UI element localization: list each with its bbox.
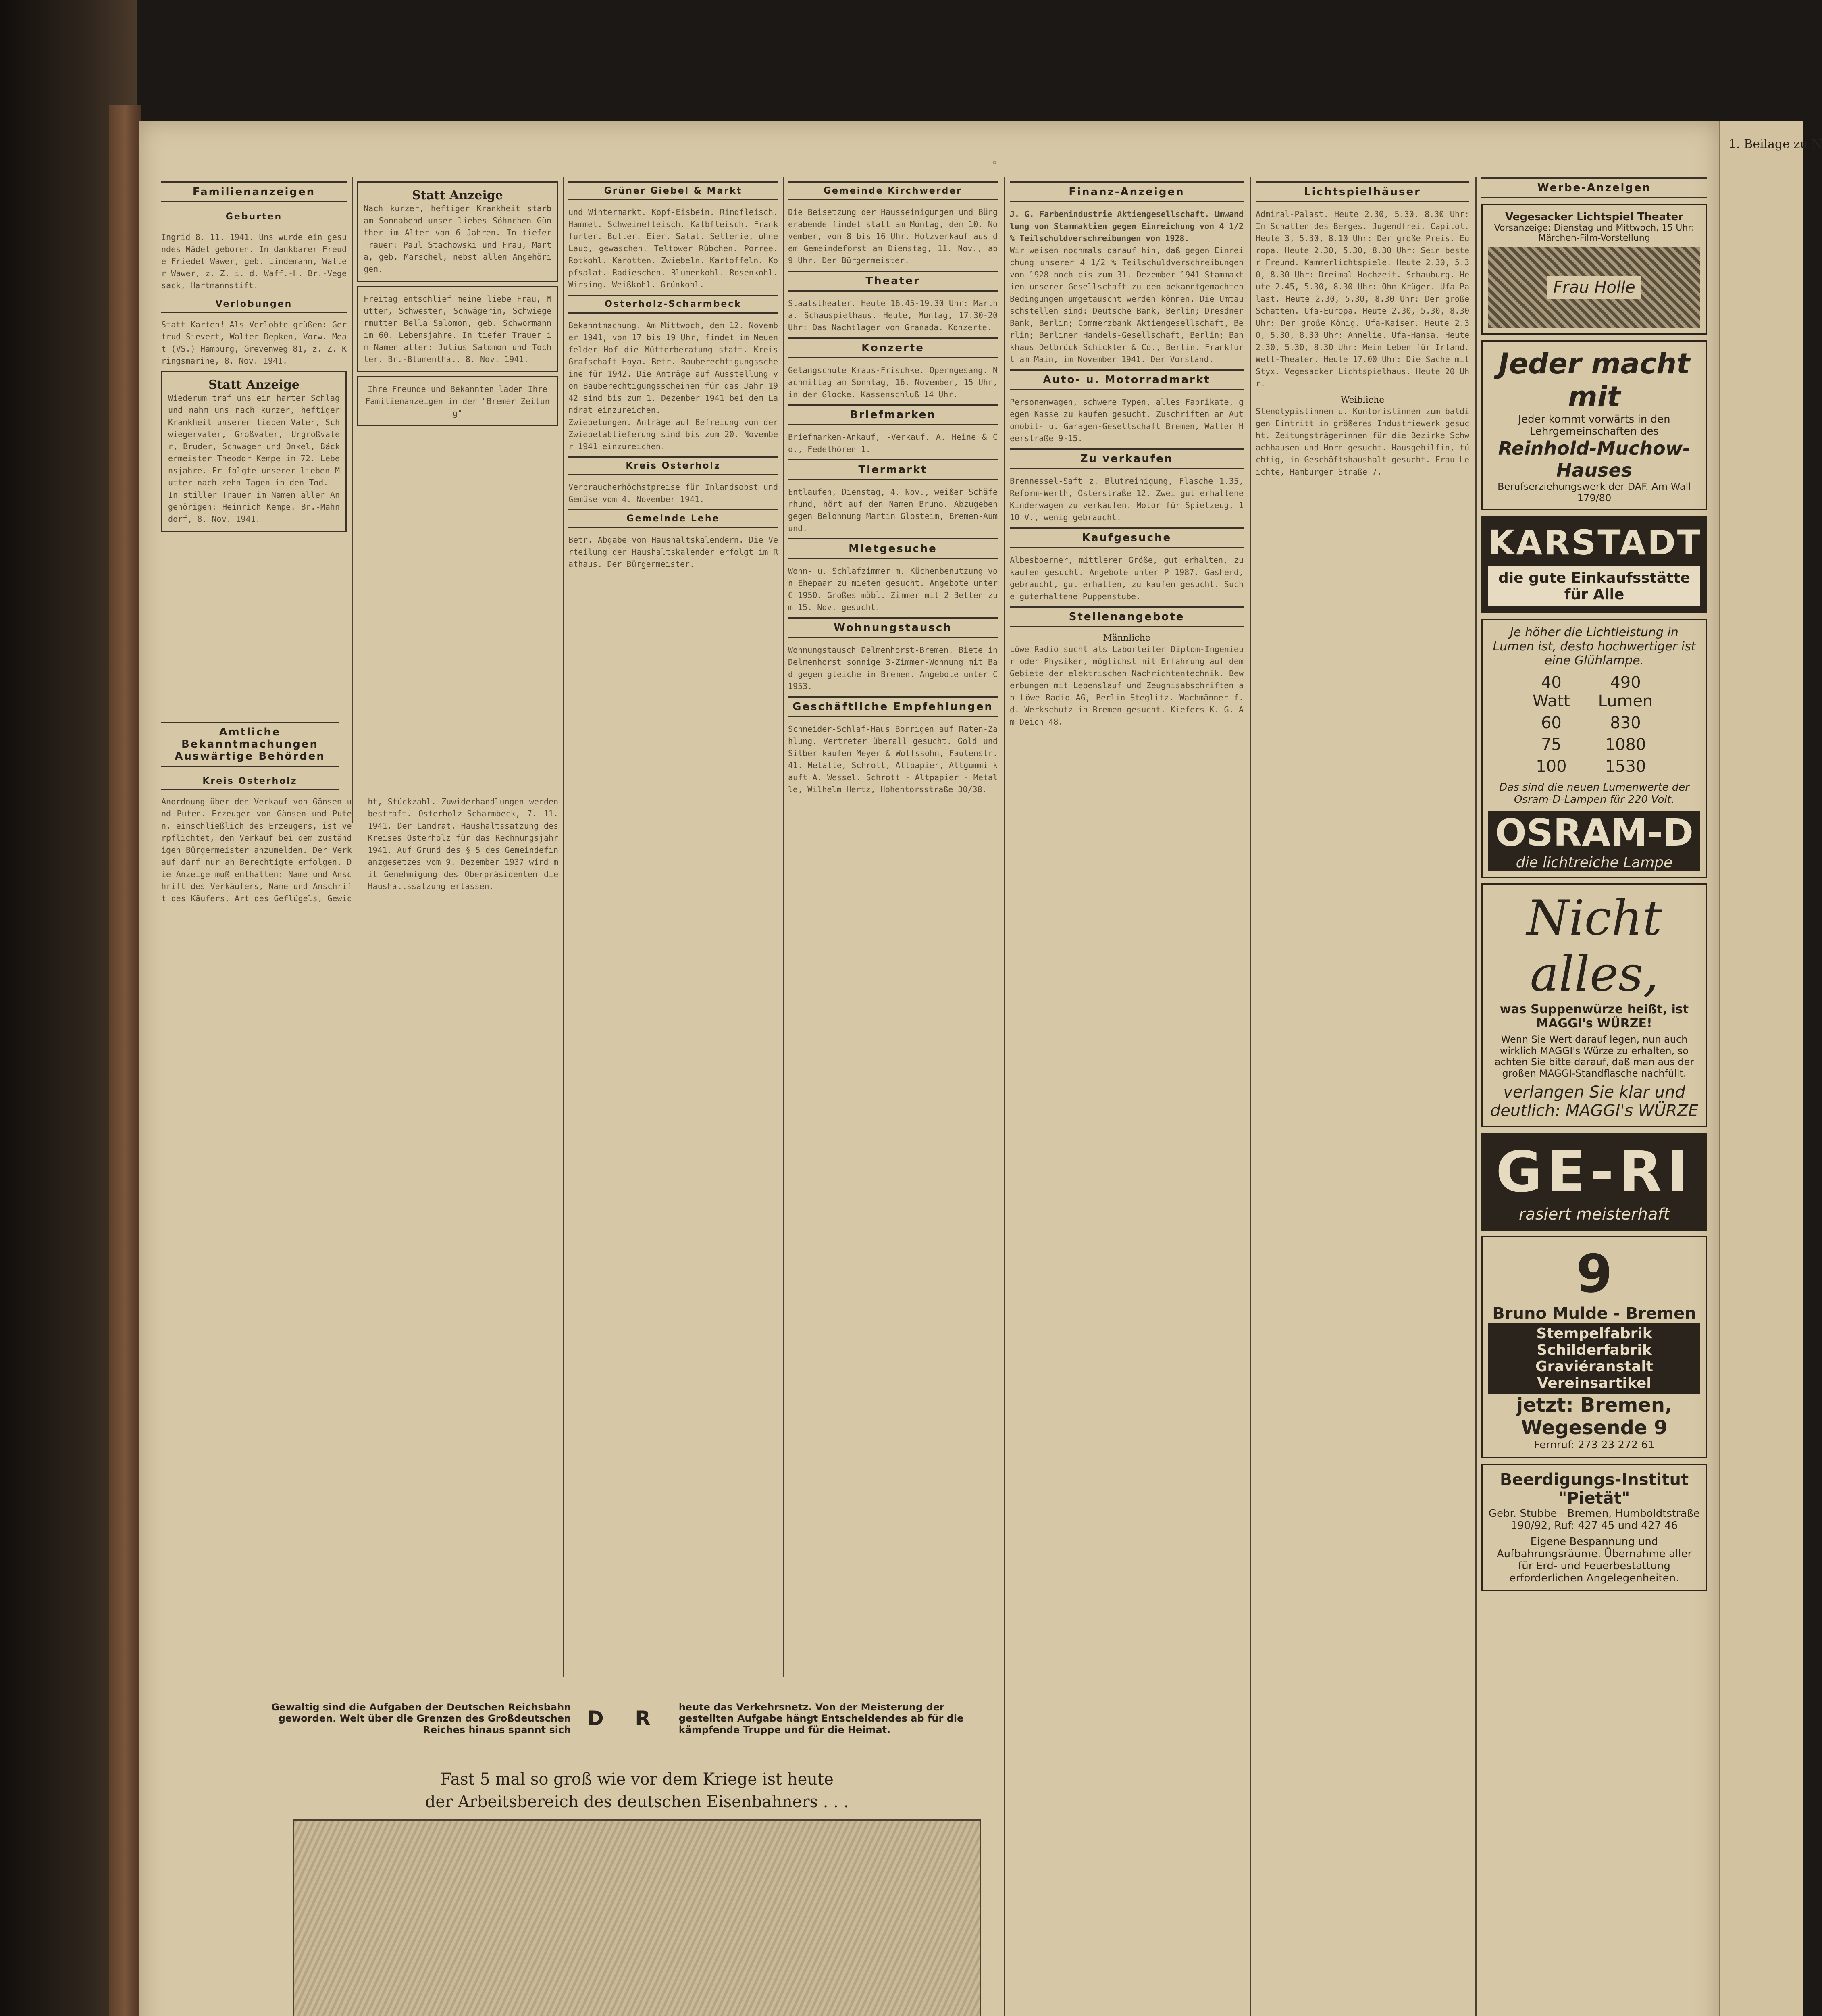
column-rule <box>1250 177 1251 2016</box>
konzerte-text: Gelangschule Kraus-Frischke. Operngesang. Nachmittag am Sonntag, 16. November, 15 Uhr, in der Glocke. Kassenschluß 14 Uhr. <box>788 365 998 399</box>
column-obituaries <box>357 177 558 774</box>
karstadt-logo: KARSTADT <box>1488 523 1702 562</box>
section-amtliche <box>161 718 558 1677</box>
stellen-text: Löwe Radio sucht als Laborleiter Diplom-Ingenieur oder Physiker, möglichst mit Erfahrung auf dem Gebiete der elektrischen Nachrichtentechnik. Bewerbungen mit Lebenslauf und Zeugnisabschriften an Löwe Radio AG, Berlin-Steglitz. Wachmänner f. d. Werkschutz in Bremen gesucht. Kiefers K.-G. Am Deich 48. <box>1010 644 1244 727</box>
column-rule <box>352 177 353 823</box>
vegesack-line: Vorsanzeige: Dienstag und Mittwoch, 15 Uhr: Märchen-Film-Vorstellung <box>1494 223 1695 243</box>
section-lichtspielhaeuser: Lichtspielhäuser <box>1256 181 1469 202</box>
gemeinde-text: Betr. Abgabe von Haushaltskalendern. Die Verteilung der Haushaltskalender erfolgt im Rathaus. Der Bürgermeister. <box>568 535 778 569</box>
section-auto: Auto- u. Motorradmarkt <box>1010 369 1244 390</box>
mietgesuche-text: Wohn- u. Schlafzimmer m. Küchenbenutzung von Ehepaar zu mieten gesucht. Angebote unter C 1950. Großes möbl. Zimmer mit 2 Betten zum 15. Nov. gesucht. <box>788 566 998 612</box>
osram-logo: OSRAM-D <box>1488 811 1700 854</box>
ad-reinhold-muchow <box>1481 340 1707 510</box>
lichtspiel-text: Admiral-Palast. Heute 2.30, 5.30, 8.30 Uhr: Im Schatten des Berges. Jugendfrei. Capitol. Heute 3, 5.30, 8.10 Uhr: Der große Preis. Europa. Heute 2.30, 5.30, 8.30 Uhr: Sein bester Freund. Kammerlichtspiele. Heute 2.30, 5.30, 8.30 Uhr: Dreimal Hochzeit. Schauburg. Heute 2.45, 5.30, 8.30 Uhr: Ohm Krüger. Ufa-Palast. Heute 2.30, 5.30, 8.30 Uhr: Der große Schatten. Ufa-Europa. Heute 2.30, 5.30, 8.30 Uhr: Der große König. Ufa-Kaiser. Heute 2.30, 5.30, 8.30 Uhr: Annelie. Ufa-Hansa. Heute 2.30, 5.30, 8.30 Uhr: Mein Leben für Irland. Welt-Theater. Heute 17.00 Uhr: Die Sache mit Styx. Vegesacker Lichtspielhaus. Heute 20 Uhr. <box>1256 209 1469 388</box>
pietaet-foot: Eigene Bespannung und Aufbahrungsräume. Übernahme aller für Erd- und Feuerbestattung erforderlichen Angelegenheiten. <box>1496 1536 1692 1584</box>
ad-vegesack-theater <box>1481 204 1707 335</box>
lumen-watt: 60 <box>1541 714 1562 732</box>
reichsbahn-line2: der Arbeitsbereich des deutschen Eisenbahners . . . <box>425 1793 849 1811</box>
lumen-table <box>1520 672 1668 777</box>
kaufgesuche-text: Albesboerner, mittlerer Größe, gut erhalten, zu kaufen gesucht. Angebote unter P 1987. Gasherd, gebraucht, gut erhalten, zu kaufen gesucht. Suche guterhaltene Puppenstube. <box>1010 555 1244 601</box>
mulde-fernruf: Fernruf: 273 23 272 61 <box>1534 1439 1655 1451</box>
reichsbahn-topline <box>250 1702 1000 1735</box>
obituary-salomon <box>357 286 558 372</box>
section-theater: Theater <box>788 271 998 292</box>
subhead-geburten: Geburten <box>161 208 347 225</box>
reichsbahn-line1: Fast 5 mal so groß wie vor dem Kriege ist heute <box>440 1770 834 1789</box>
subhead-kreis-osterholz: Kreis Osterholz <box>161 773 339 790</box>
pietaet-title: Beerdigungs-Institut "Pietät" <box>1500 1470 1689 1508</box>
subhead-gemeinde-lehe: Gemeinde Lehe <box>568 509 778 528</box>
maerchen-title: Frau Holle <box>1547 276 1641 299</box>
lumen-foot: Das sind die neuen Lumenwerte der Osram-D-Lampen für 220 Volt. <box>1499 781 1689 806</box>
subhead-verlobungen: Verlobungen <box>161 296 347 313</box>
obituary-guenther-text: Nach kurzer, heftiger Krankheit starb am Sonnabend unser liebes Söhnchen Günther im Alter von 6 Jahren. In tiefer Trauer: Paul Stachowski und Frau, Marta, geb. Marschel, nebst allen Angehörigen. <box>364 204 551 274</box>
section-amtliche-header: Amtliche Bekanntmachungen Auswärtige Behörden <box>161 722 339 767</box>
obituary-kempe-title: Statt Anzeige <box>208 378 300 392</box>
lumen-value: 1080 <box>1605 735 1646 754</box>
jeder-headline: Jeder macht mit <box>1498 347 1690 413</box>
reichsbahn-eagle-logo: D R <box>587 1707 663 1730</box>
markt-text: und Wintermarkt. Kopf-Eisbein. Rindfleisch. Hammel. Schweinefleisch. Kalbfleisch. Frankfurter. Butter. Eier. Salat. Sellerie, ohne Laub, gewaschen. Teltower Rübchen. Porree. Rotkohl. Karotten. Zwiebeln. Kartoffeln. Kopfsalat. Radieschen. Blumenkohl. Rosenkohl. Wirsing. Weißkohl. Grünkohl. <box>568 207 778 289</box>
lumen-value: 1530 <box>1605 757 1646 776</box>
lumen-row <box>1520 712 1668 734</box>
ad-freunde-text: Ihre Freunde und Bekannten laden Ihre Familienanzeigen in der "Bremer Zeitung" <box>365 384 550 418</box>
spine-edge <box>109 105 141 2016</box>
briefmarken-text: Briefmarken-Ankauf, -Verkauf. A. Heine & Co., Fedelhören 1. <box>788 432 998 454</box>
reichsbahn-top-left: Gewaltig sind die Aufgaben der Deutschen Reichsbahn geworden. Weit über die Grenzen des Großdeutschen Reiches hinaus spannt sich <box>271 1702 571 1735</box>
ad-osram-lumen <box>1481 619 1707 878</box>
tiermarkt-text: Entlaufen, Dienstag, 4. Nov., weißer Schäferhund, hört auf den Namen Bruno. Abzugeben gegen Belohnung Martin Glosteim, Bremen-Aumund. <box>788 487 998 533</box>
adjacent-page <box>1719 121 1822 2016</box>
lumen-row <box>1520 734 1668 756</box>
column-kleinanzeigen <box>788 177 998 1677</box>
column-rule <box>783 177 784 1677</box>
ad-freunde <box>357 376 558 426</box>
geri-logo: GE-RI <box>1495 1139 1693 1205</box>
maggi-headline: Nicht alles, <box>1526 890 1662 1002</box>
section-kaufgesuche: Kaufgesuche <box>1010 527 1244 548</box>
section-werbe: Werbe-Anzeigen <box>1481 177 1707 198</box>
ad-ingrid: Ingrid 8. 11. 1941. Uns wurde ein gesundes Mädel geboren. In dankbarer Freude Friedel Wawer, geb. Lindemann, Walter Wawer, z. Z. i. d. Waff.-H. Br.-Vegesack, Hartmannstift. <box>161 232 347 290</box>
section-geschaeftliche: Geschäftliche Empfehlungen <box>788 696 998 717</box>
ad-pietaet <box>1481 1464 1707 1591</box>
subhead-osterholz: Osterholz-Scharmbeck <box>568 295 778 314</box>
mulde-lines: Stempelfabrik Schilderfabrik Graviéranstalt Vereinsartikel <box>1488 1323 1700 1394</box>
geschaeftliche-text: Schneider-Schlaf-Haus Borrigen auf Raten-Zahlung. Vertreter überall gesucht. Gold und Silber kaufen Meyer & Wolfssohn, Faulenstr. 41. Metalle, Schrott, Altpapier, Altgummi kauft A. Wessel. Schrott - Altpapier - Metalle, Wilhelm Hertz, Hohentorsstraße 30/38. <box>788 724 998 794</box>
reichsbahn-illustration <box>293 1819 981 2016</box>
obituary-kempe-text: Wiederum traf uns ein harter Schlag und nahm uns nach kurzer, heftiger Krankheit unseren lieben Vater, Schwiegervater, Großvater, Urgroßvater, Bruder, Schwager und Onkel, Bäckermeister Theodor Kempe im 72. Lebensjahre. Er folgte unserer lieben Mutter nach zehn Tagen in den Tod. <box>168 393 340 487</box>
mulde-jetzt: jetzt: Bremen, Wegesende 9 <box>1516 1394 1672 1439</box>
lumen-watt: 100 <box>1536 757 1567 776</box>
obituary-guenther <box>357 181 558 282</box>
obituary-kempe <box>161 371 347 532</box>
wohnungstausch-text: Wohnungstausch Delmenhorst-Bremen. Biete in Delmenhorst sonnige 3-Zimmer-Wohnung mit Bad gegen gleiche in Bremen. Angebote unter C 1953. <box>788 645 998 691</box>
section-stellenangebote: Stellenangebote <box>1010 606 1244 627</box>
mulde-name: Bruno Mulde - Bremen <box>1492 1304 1696 1323</box>
lumen-value: 490 Lumen <box>1598 673 1653 710</box>
weibliche-text: Stenotypistinnen u. Kontoristinnen zum baldigen Eintritt in größeres Industriewerk gesucht. Zeitungsträgerinnen für die Bezirke Schwachhausen und Horn gesucht. Hausgehilfin, tüchtig, in Geschäftshaushalt gesucht. Frau Leichte, Hamburger Straße 7. <box>1256 406 1469 477</box>
verbraucher-text: Verbraucherhöchstpreise für Inlandsobst und Gemüse vom 4. November 1941. <box>568 482 778 504</box>
obituary-kempe-signature: In stiller Trauer im Namen aller Angehörigen: Heinrich Kempe. Br.-Mahndorf, 8. Nov. 1941. <box>168 490 340 524</box>
section-gruener-markt: Grüner Giebel & Markt <box>568 181 778 200</box>
theater-text: Staatstheater. Heute 16.45-19.30 Uhr: Martha. Schauspielhaus. Heute, Montag, 17.30-20 Uhr: Das Nachtlager von Granada. Konzerte. <box>788 298 998 332</box>
lumen-text: Je höher die Lichtleistung in Lumen ist, desto hochwertiger ist eine Glühlampe. <box>1493 625 1696 668</box>
page-ornament: ◦ <box>992 157 998 169</box>
column-finanz <box>1010 177 1244 2016</box>
adjacent-page-title: 1. Beilage zu N <box>1728 137 1822 151</box>
reichsbahn-ad <box>234 1766 1040 2016</box>
maggi-claim: verlangen Sie klar und deutlich: MAGGI's WÜRZE <box>1490 1083 1699 1120</box>
section-kirchwerder: Gemeinde Kirchwerder <box>788 181 998 200</box>
subhead-kreis-osterholz-2: Kreis Osterholz <box>568 456 778 475</box>
ad-bruno-mulde <box>1481 1236 1707 1458</box>
osram-sub: die lichtreiche Lampe <box>1488 854 1700 871</box>
ad-geri <box>1481 1133 1707 1231</box>
column-rule <box>563 177 564 1677</box>
auto-text: Personenwagen, schwere Typen, alles Fabrikate, gegen Kasse zu kaufen gesucht. Zuschriften an Automobil- u. Garagen-Gesellschaft Bremen, Waller Heerstraße 9-15. <box>1010 397 1244 443</box>
lumen-value: 830 <box>1610 714 1641 732</box>
obituary-salomon-text: Freitag entschlief meine liebe Frau, Mutter, Schwester, Schwägerin, Schwiegermutter Bella Salomon, geb. Schwormann im 60. Lebensjahre. In tiefer Trauer im Namen aller: Julius Salomon und Tochter. Br.-Blumenthal, 8. Nov. 1941. <box>364 294 551 364</box>
section-wohnungstausch: Wohnungstausch <box>788 617 998 638</box>
jeder-sub: Jeder kommt vorwärts in den Lehrgemeinschaften des <box>1518 413 1670 437</box>
lumen-watt: 75 <box>1541 735 1562 754</box>
lumen-watt: 40 Watt <box>1532 673 1570 710</box>
karstadt-sub: die gute Einkaufsstätte für Alle <box>1488 566 1700 606</box>
ad-verlobung: Statt Karten! Als Verlobte grüßen: Gertrud Sievert, Walter Depken, Vorw.-Meat (VS.) Hamburg, Grevenweg 81, z. Z. Kringsmarine, 8. Nov. 1941. <box>161 320 347 366</box>
osterholz-text: Bekanntmachung. Am Mittwoch, dem 12. November 1941, von 17 bis 19 Uhr, findet im Neuenfelder Hof die Mütterberatung statt. Kreis Grafschaft Hoya. Betr. Bauberechtigungsscheine für 1942. Die Anträge auf Ausstellung von Bauberechtigungsscheinen für das Jahr 1942 sind bis zum 1. Dezember 1941 bei dem Landrat einzureichen. <box>568 321 778 415</box>
maerchen-illustration <box>1488 247 1700 328</box>
vegesack-title: Vegesacker Lichtspiel Theater <box>1505 211 1683 223</box>
farben-text: Wir weisen nochmals darauf hin, daß gegen Einreichung unserer 4 1/2 % Teilschuldverschreibungen von 1928 noch bis zum 31. Dezember 1941 Stammaktien unserer Gesellschaft zu den bekanntgemachten Bedingungen umgetauscht werden können. Die Umtauschstellen sind: Deutsche Bank, Berlin; Dresdner Bank, Berlin; Commerzbank Aktiengesellschaft, Berlin; Berliner Handels-Gesellschaft, Berlin; Bankhaus Delbrück Schickler & Co., Berlin. Frankfurt am Main, im November 1941. Der Vorstand. <box>1010 246 1244 364</box>
column-rule <box>1004 177 1005 2016</box>
section-zu-verkaufen: Zu verkaufen <box>1010 448 1244 469</box>
section-finanz: Finanz-Anzeigen <box>1010 181 1244 202</box>
maggi-text: Wenn Sie Wert darauf legen, nun auch wirklich MAGGI's Würze zu erhalten, so achten Sie bitte darauf, daß man aus der großen MAGGI-Standflasche nachfüllt. <box>1494 1034 1694 1079</box>
zwiebeln-text: Zwiebelungen. Anträge auf Befreiung von der Zwiebelablieferung sind bis zum 20. November 1941 einzureichen. <box>568 417 778 451</box>
geri-sub: rasiert meisterhaft <box>1518 1205 1670 1224</box>
subhead-weibliche: Weibliche <box>1340 395 1385 405</box>
ad-karstadt <box>1481 516 1707 613</box>
amtliche-text: Anordnung über den Verkauf von Gänsen und Puten. Erzeuger von Gänsen und Puten, einschließlich des Erzeugers, ist verpflichtet, den Verkauf bei dem zuständigen Bürgermeister anzumelden. Der Verkauf darf nur an Berechtigte erfolgen. Die Anzeige muß enthalten: Name und Anschrift des Verkäufers, Name und Anschrift des Käufers, Art des Geflügels, Gewicht, Stückzahl. Zuwiderhandlungen werden bestraft. Osterholz-Scharmbeck, 7. 11. 1941. Der Landrat. Haushaltssatzung des Kreises Osterholz für das Rechnungsjahr 1941. Auf Grund des § 5 des Gemeindefinanzgesetzes vom 9. Dezember 1937 wird mit Genehmigung des Oberpräsidenten die Haushaltssatzung erlassen. <box>161 797 558 903</box>
lumen-row <box>1520 756 1668 777</box>
maggi-sub: was Suppenwürze heißt, ist MAGGI's WÜRZE! <box>1500 1002 1689 1031</box>
column-rule <box>1475 177 1477 2016</box>
section-konzerte: Konzerte <box>788 337 998 358</box>
lumen-row <box>1520 672 1668 712</box>
column-markt <box>568 177 778 1677</box>
farben-title: J. G. Farbenindustrie Aktiengesellschaft. Umwandlung von Stammaktien gegen Einreichung von 4 1/2 % Teilschuldverschreibungen von 1928. <box>1010 209 1244 243</box>
mulde-number: 9 <box>1576 1243 1613 1304</box>
kirchwerder-text: Die Beisetzung der Hausseinigungen und Bürgerabende findet statt am Montag, dem 10. November, von 8 bis 16 Uhr. Holzverkauf aus dem Gemeindeforst am Dienstag, 11. Nov., ab 9 Uhr. Der Bürgermeister. <box>788 207 998 265</box>
subhead-maennliche: Männliche <box>1103 633 1150 643</box>
section-tiermarkt: Tiermarkt <box>788 459 998 480</box>
reinhold-name: Reinhold-Muchow-Hauses <box>1498 437 1691 481</box>
section-familienanzeigen: Familienanzeigen <box>161 181 347 202</box>
reinhold-sub: Berufserziehungswerk der DAF. Am Wall 179/80 <box>1498 481 1691 504</box>
section-mietgesuche: Mietgesuche <box>788 538 998 559</box>
column-lichtspiel <box>1256 177 1469 2016</box>
section-briefmarken: Briefmarken <box>788 404 998 425</box>
obituary-guenther-title: Statt Anzeige <box>412 188 503 202</box>
reichsbahn-top-right: heute das Verkehrsnetz. Von der Meisterung der gestellten Aufgabe hängt Entscheidendes ab für die kämpfende Truppe und für die Heimat. <box>678 1702 964 1735</box>
ad-maggi <box>1481 883 1707 1127</box>
column-werbe <box>1481 173 1707 2016</box>
pietaet-sub: Gebr. Stubbe - Bremen, Humboldtstraße 190/92, Ruf: 427 45 und 427 46 <box>1488 1508 1700 1532</box>
zu-verkaufen-text: Brennessel-Saft z. Blutreinigung, Flasche 1.35, Reform-Werth, Osterstraße 12. Zwei gut erhaltene Kinderwagen zu verkaufen. Motor für Spielzeug, 110 V., wenig gebraucht. <box>1010 476 1244 522</box>
